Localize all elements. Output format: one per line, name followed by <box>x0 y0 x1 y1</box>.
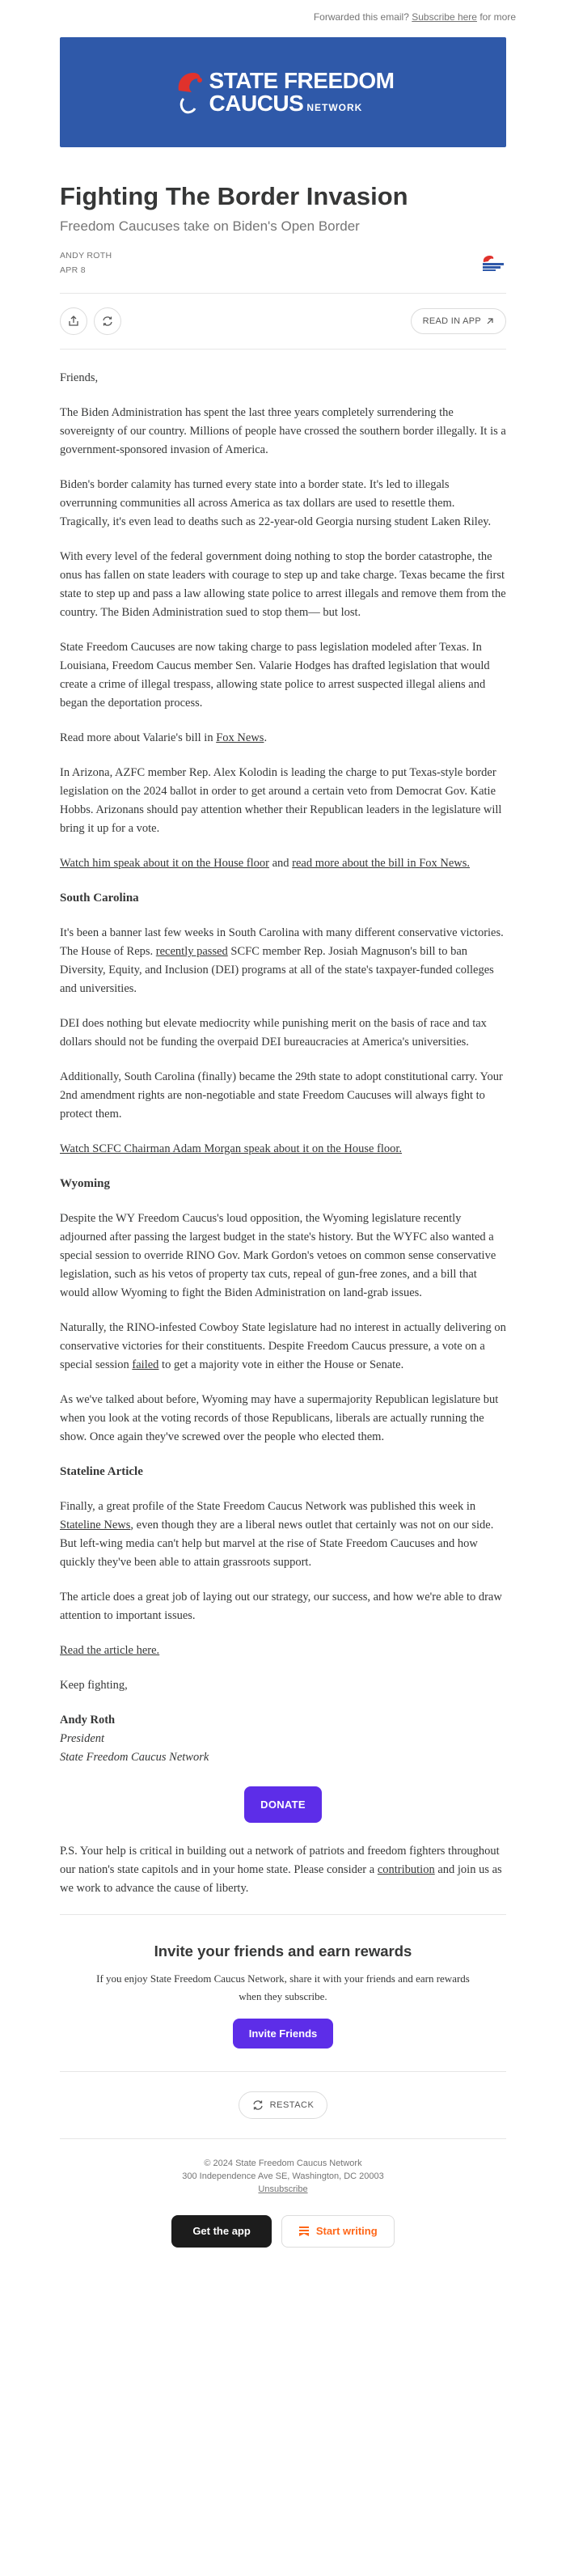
paragraph: Despite the WY Freedom Caucus's loud opposition, the Wyoming legislature recently adjourned after passing the largest budget in the state's history. But the WYFC also wanted a special session to override RINO Gov. Mark Gordon's vetoes on common sense conservative legislation, such as his vetos of property tax cuts, repeal of gun-free zones, and a bill that would allow Wyoming to fight the Biden Administration on land-grab issues. <box>60 1212 496 1299</box>
post-author[interactable]: ANDY ROTH <box>60 251 112 261</box>
fox-news-bill-link[interactable]: read more about the bill in Fox News. <box>292 857 471 870</box>
liberty-cap-icon <box>172 66 205 118</box>
stateline-news-link[interactable]: Stateline News <box>60 1519 131 1532</box>
donate-button[interactable]: DONATE <box>244 1786 322 1823</box>
external-arrow-icon <box>486 317 494 325</box>
contribution-link[interactable]: contribution <box>377 1863 435 1876</box>
house-floor-video-link[interactable]: Watch him speak about it on the House floor <box>60 857 269 870</box>
paragraph: With every level of the federal government doing nothing to stop the border catastrophe, the onus has fallen on state leaders with courage to step up and take charge. Texas became the first state to step up and pass a law allowing state police to arrest illegals and remove them from the country. The Biden Administration sued to stop them— but lost. <box>60 550 506 619</box>
share-icon <box>68 316 79 327</box>
text: It's been a banner last few weeks in South Carolina with many different conservative victories. The House of Reps. <box>60 926 504 958</box>
post-title[interactable]: Fighting The Border Invasion <box>60 182 408 210</box>
logo-network: NETWORK <box>306 102 363 113</box>
invite-title: Invite your friends and earn rewards <box>154 1943 412 1960</box>
forward-note <box>0 0 566 24</box>
publication-logo <box>172 66 395 118</box>
restack-pill-button[interactable] <box>239 2091 328 2119</box>
share-button[interactable] <box>60 307 87 335</box>
paragraph: Biden's border calamity has turned every state into a border state. It's led to illegals overrunning communities all across America as tax dollars are used to resettle them. Tragically, it's even lead to deaths such as 22-year-old Georgia nursing student Laken Riley. <box>60 478 492 528</box>
divider <box>60 349 506 350</box>
text: Read more about Valarie's bill in <box>60 731 217 744</box>
footer-address: 300 Independence Ave SE, Washington, DC 20003 <box>182 2171 384 2181</box>
footer <box>60 2139 506 2248</box>
read-article-link[interactable]: Read the article here. <box>60 1644 160 1657</box>
paragraph: Additionally, South Carolina (finally) became the 29th state to adopt constitutional carry. Your 2nd amendment rights are non-negotiable and state Freedom Caucuses will always fight to protect them. <box>60 1070 503 1121</box>
substack-logo-icon <box>298 2226 310 2237</box>
read-in-app-label: READ IN APP <box>422 316 481 326</box>
post-body <box>60 369 506 1898</box>
signature-name: Andy Roth <box>60 1714 116 1727</box>
greeting: Friends, <box>60 371 99 384</box>
post-date: APR 8 <box>60 265 86 275</box>
restack-button[interactable] <box>94 307 121 335</box>
paragraph <box>60 1498 506 1572</box>
text: to get a majority vote in either the House or Senate. <box>158 1358 404 1371</box>
publication-avatar[interactable] <box>480 254 506 273</box>
invite-section <box>60 1915 506 2071</box>
restack-label: RESTACK <box>269 2100 315 2110</box>
paragraph: In Arizona, AZFC member Rep. Alex Kolodin is leading the charge to put Texas-style border legislation on the 2024 ballot in order to get around a certain veto from Democrat Gov. Katie Hobbs. Arizonans should pay attention whether their Republican leaders in the legislature will bring it up for a vote. <box>60 766 502 835</box>
subscribe-link[interactable]: Subscribe here <box>412 11 477 23</box>
paragraph: DEI does nothing but elevate mediocrity while punishing merit on the basis of race and tax dollars should not be funding the overpaid DEI bureaucracies at America's universities. <box>60 1017 487 1049</box>
section-heading-wyoming: Wyoming <box>60 1177 110 1190</box>
restack-icon <box>102 316 113 327</box>
paragraph <box>60 1140 506 1159</box>
paragraph <box>60 729 506 748</box>
text: . <box>264 731 268 744</box>
text: P.S. Your help is critical in building out a network of patriots and freedom fighters throughout our nation's state capitols and in your home state. Please consider a <box>60 1845 500 1876</box>
paragraph: As we've talked about before, Wyoming may have a supermajority Republican legislature but when you look at the voting records of those Republicans, liberals are actually running the show. Once again they've screwed over the people who elected them. <box>60 1393 499 1443</box>
post-subtitle: Freedom Caucuses take on Biden's Open Border <box>60 218 360 234</box>
unsubscribe-link[interactable]: Unsubscribe <box>258 2184 308 2194</box>
paragraph <box>60 924 506 998</box>
section-heading-south-carolina: South Carolina <box>60 892 139 905</box>
logo-line2: CAUCUS <box>209 91 304 116</box>
recently-passed-link[interactable]: recently passed <box>155 945 228 958</box>
logo-line1: STATE FREEDOM <box>209 68 395 93</box>
start-writing-button[interactable] <box>281 2215 395 2248</box>
ps-paragraph <box>60 1842 506 1898</box>
publication-avatar-icon <box>480 254 506 273</box>
text: SCFC member Rep. Josiah Magnuson's bill to ban Diversity, Equity, and Inclusion (DEI) programs at all of the state's taxpayer-funded colleges and universities. <box>60 945 494 995</box>
section-heading-stateline: Stateline Article <box>60 1465 143 1478</box>
footer-copyright: © 2024 State Freedom Caucus Network <box>204 2159 362 2168</box>
forward-suffix: for more <box>479 11 516 23</box>
scfc-chairman-video-link[interactable]: Watch SCFC Chairman Adam Morgan speak about it on the House floor. <box>60 1142 403 1155</box>
closing: Keep fighting, <box>60 1679 128 1692</box>
start-writing-label: Start writing <box>315 2225 378 2237</box>
fox-news-link[interactable]: Fox News <box>216 731 264 744</box>
paragraph <box>60 854 506 873</box>
signature-title: President <box>60 1732 105 1745</box>
text: and <box>268 857 293 870</box>
signature <box>60 1711 506 1767</box>
invite-text: If you enjoy State Freedom Caucus Network, share it with your friends and earn rewards when they subscribe. <box>96 1972 470 2002</box>
failed-link[interactable]: failed <box>132 1358 159 1371</box>
paragraph: State Freedom Caucuses are now taking charge to pass legislation modeled after Texas. In Louisiana, Freedom Caucus member Sen. Valarie Hodges has drafted legislation that would create a crime of illegal trespass, allowing state police to arrest suspected illegal aliens and began the deportation process. <box>60 641 490 710</box>
signature-org: State Freedom Caucus Network <box>60 1751 209 1764</box>
text: and join us as we work to advance the cause of liberty. <box>60 1863 502 1895</box>
paragraph <box>60 1319 506 1375</box>
forward-prefix: Forwarded this email? <box>313 11 409 23</box>
paragraph: The Biden Administration has spent the last three years completely surrendering the sovereignty of our country. Millions of people have crossed the southern border illegally. It is a government-sponsored invasion of America. <box>60 406 506 456</box>
get-app-button[interactable]: Get the app <box>171 2215 272 2248</box>
post-actions <box>60 294 506 349</box>
publication-banner[interactable] <box>60 37 506 147</box>
restack-icon <box>252 2099 264 2111</box>
read-in-app-button[interactable] <box>411 308 506 334</box>
invite-friends-button[interactable]: Invite Friends <box>233 2019 334 2049</box>
paragraph <box>60 1642 506 1660</box>
text: Naturally, the RINO-infested Cowboy State legislature had no interest in actually delivering on conservative victories for their constituents. Despite Freedom Caucus pressure, a vote on a special session <box>60 1321 506 1371</box>
text: Finally, a great profile of the State Freedom Caucus Network was published this week in <box>60 1500 476 1513</box>
paragraph: The article does a great job of laying out our strategy, our success, and how we're able to draw attention to important issues. <box>60 1591 502 1622</box>
text: , even though they are a liberal news outlet that certainly was not on our side. But left-wing media can't help but marvel at the rise of State Freedom Caucuses and how quickly they've been able to attain grassroots support. <box>60 1519 494 1569</box>
